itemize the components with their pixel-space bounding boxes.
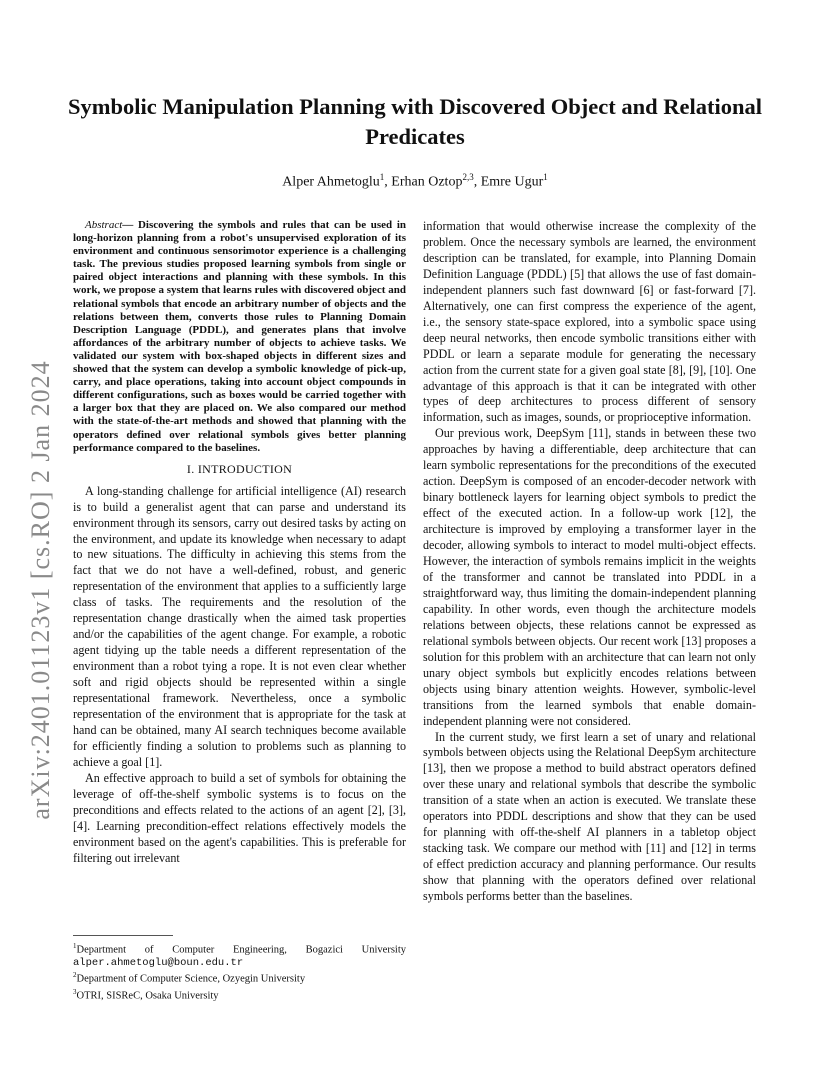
footnote-text: Department of Computer Science, Ozyegin University xyxy=(76,973,306,985)
section-heading: I. INTRODUCTION xyxy=(186,461,293,476)
author-list xyxy=(60,172,770,191)
author-affiliation-mark: 1 xyxy=(543,172,548,182)
footnote-affiliation-3 xyxy=(73,986,406,1003)
footnote-rule xyxy=(73,935,173,936)
author-email: alper.ahmetoglu@boun.edu.tr xyxy=(73,956,244,969)
body-paragraph: An effective approach to build a set of symbols for obtaining the leverage of off-the-shelf symbolic systems is to focus on the preconditions and effects related to the actions of an agent [2], [3], [4]. Learning precondition-effect relations effectively models the environment based on the agent's capabilities. This is preferable for filtering out irrelevant xyxy=(73,770,406,865)
right-column xyxy=(423,219,756,905)
footnote-affiliation-2 xyxy=(73,969,406,986)
footnote-affiliation-1 xyxy=(73,940,406,957)
author-affiliation-mark: 1 xyxy=(379,172,385,182)
footnote-mark: 3 xyxy=(73,988,77,997)
footnote-mark: 2 xyxy=(73,971,77,980)
author-name: Erhan Oztop xyxy=(391,174,463,190)
footnote-mark: 1 xyxy=(73,942,77,950)
paper-title: Symbolic Manipulation Planning with Discovered Object and Relational Predicates xyxy=(67,94,763,149)
footnotes xyxy=(73,940,406,1003)
footnote-text: OTRI, SISReC, Osaka University xyxy=(76,990,219,1002)
arxiv-identifier-text: arXiv:2401.01123v1 [cs.RO] 2 Jan 2024 xyxy=(26,360,55,820)
left-column xyxy=(73,219,406,867)
body-paragraph: A long-standing challenge for artificial intelligence (AI) research is to build a generalist agent that can parse and understand its environment through its sensors, carry out desired tasks by acting on the environment, and update its knowledge when necessary to adapt to new situations. The difficulty in achieving this stems from the fact that we do not have a well-defined, robust, and generic representation of the environment that applies to a sufficiently large class of tasks. The requirements and the resolution of the representation change drastically when the aimed task properties and/or the capabilities of the agent change. For example, a robotic agent tidying up the table needs a different representation of the environment than a robot tying a rope. It is not even clear whether soft and rigid objects should be represented within a single representational framework. Nevertheless, once a symbolic representation of the environment that is appropriate for the task at hand can be obtained, many AI search techniques become available for efficiently finding a solution to problems such as planning to achieve a goal [1]. xyxy=(73,483,406,769)
author-name: Alper Ahmetoglu xyxy=(282,174,380,190)
author-name: Emre Ugur xyxy=(480,174,544,190)
author-separator: , xyxy=(384,174,392,190)
abstract-label: Abstract xyxy=(85,219,123,231)
abstract xyxy=(73,219,406,455)
body-paragraph: information that would otherwise increase the complexity of the problem. Once the necessary symbols are learned, the environment description can be translated, for example, into Planning Domain Definition Language (PDDL) [5] that allows the use of fast domain-independent planners such fast downward [6] or fast-forward [7]. Alternatively, one can first compress the experience of the agent, i.e., the sensory state-space explored, into a symbolic space using deep neural networks, then encode symbolic transitions either with PDDL or learn a separate module for generating the necessary action from the current state for a given goal state [8], [9], [10]. One advantage of this approach is that it can be integrated with other types of deep architectures to process different of sensory information, such as images, sounds, or proprioceptive information. xyxy=(423,219,756,425)
body-paragraph: In the current study, we first learn a set of unary and relational symbols between objects using the Relational DeepSym architecture [13], then we propose a method to build abstract operators defined over these unary and relational symbols that describe the symbolic transition of a state when an action is executed. We translate these operators into PDDL descriptions and show that they can be used for planning with off-the-shelf AI planners in a tabletop object stacking task. We compare our method with [11] and [12] in terms of effect prediction accuracy and planning performance. Our results show that planning with the operators defined over relational symbols performs better than the baselines. xyxy=(423,729,756,904)
body-paragraph: Our previous work, DeepSym [11], stands in between these two approaches by having a differentiable, deep architecture that can learn symbolic representations for the preconditions of the executed action. DeepSym is composed of an encoder-decoder network with binary bottleneck layers for learning object symbols to predict the effect of the executed action. In a follow-up work [12], the architecture is improved by employing a transformer layer in the decoder, allowing symbols to interact to model multi-object effects. However, the interaction of symbols remains implicit in the weights of the transformer and cannot be translated into PDDL in a straightforward way, thus limiting the domain-independent planning capability. In other words, even though the architecture models relations between objects, these relations cannot be expressed as relational symbols between objects. Our recent work [13] proposes a solution for this problem with an architecture that can learn not only unary object symbols but explicitly encodes relations between objects using binary attention weights. However, symbolic-level transitions from the learned symbols that enable domain-independent planning were not considered. xyxy=(423,426,756,728)
author-affiliation-mark: 2,3 xyxy=(462,172,474,182)
abstract-text: — Discovering the symbols and rules that can be used in long-horizon planning from a robot's unsupervised exploration of its environment and continuous sensorimotor experience is a challenging task. The previous studies proposed learning symbols from single or paired object interactions and planning with these symbols. In this work, we propose a system that learns rules with discovered object and relational symbols that encode an arbitrary number of objects and the relations between them, converts those rules to Planning Domain Description Language (PDDL), and generates plans that involve affordances of the arbitrary number of objects to achieve tasks. We validated our system with box-shaped objects in different sizes and showed that the system can develop a symbolic knowledge of pick-up, carry, and place operations, taking into account object compounds in different configurations, such as boxes would be carried together with a larger box that they are placed on. We also compared our method with the state-of-the-art methods and showed that planning with the operators defined over relational symbols gives better planning performance compared to the baselines. xyxy=(73,219,406,454)
footnote-email xyxy=(73,957,406,969)
author-separator: , xyxy=(473,174,481,190)
footnote-text: Department of Computer Engineering, Bogazici University xyxy=(76,944,406,956)
